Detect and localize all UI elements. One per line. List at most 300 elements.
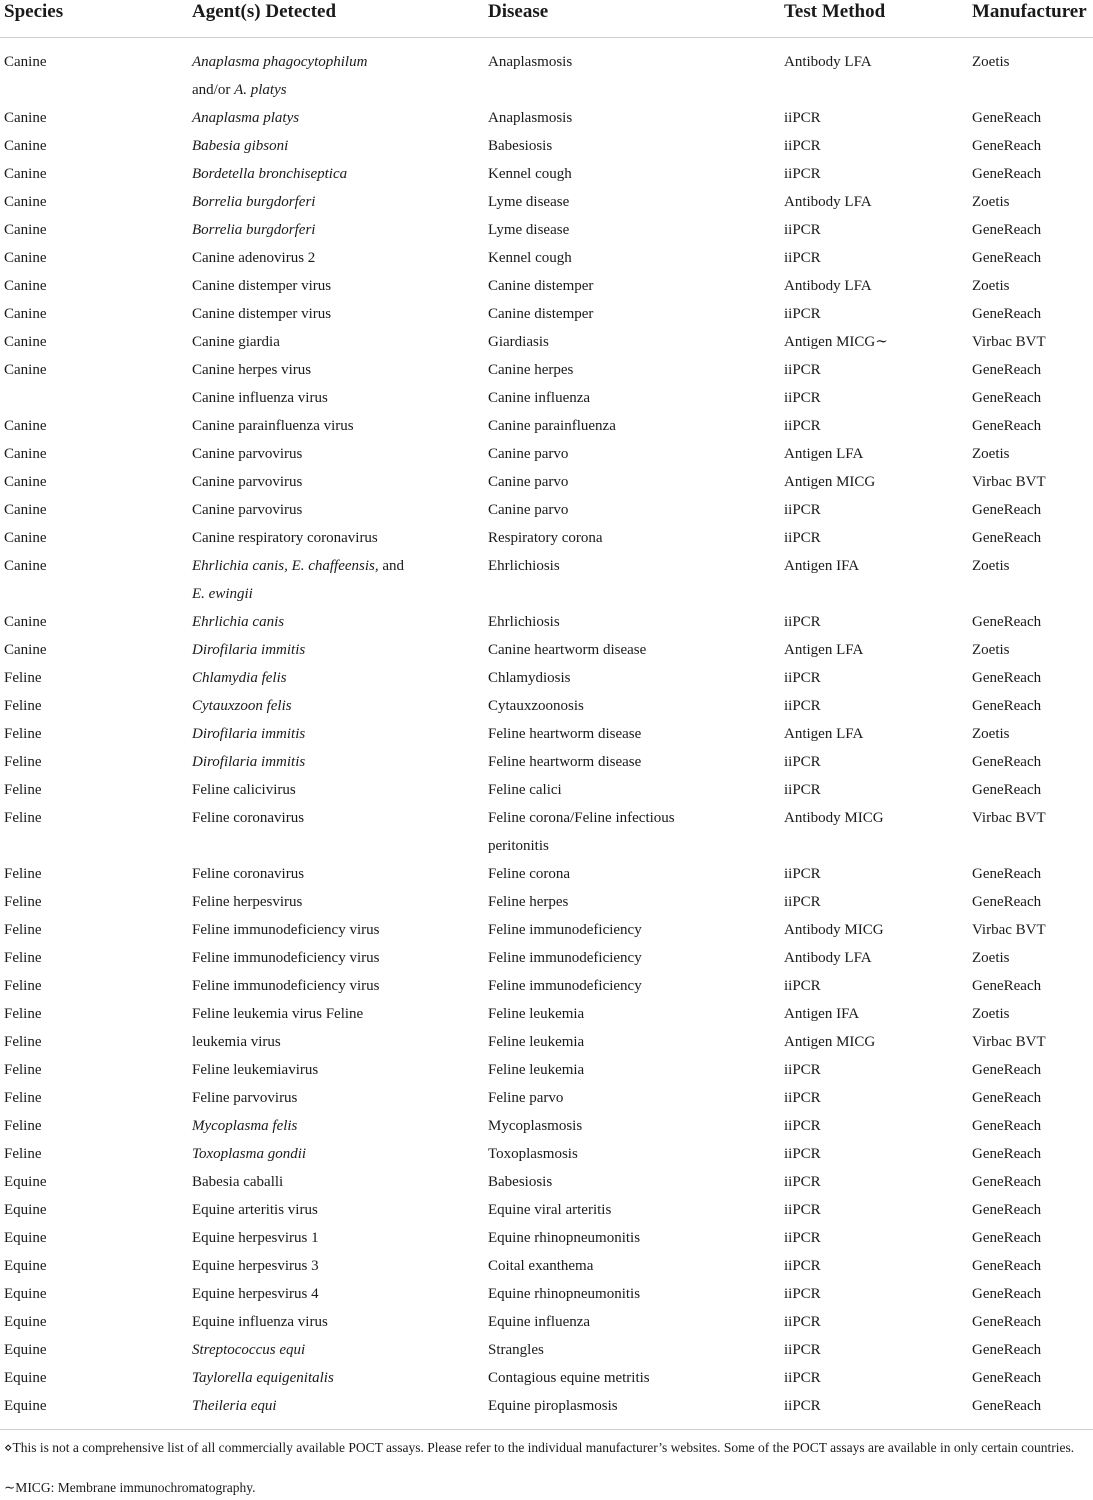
cell-agent bbox=[192, 1252, 319, 1280]
cell-agent bbox=[192, 636, 305, 664]
cell-test-method: Antigen MICG∼ bbox=[784, 334, 888, 350]
cell-manufacturer: Zoetis bbox=[972, 726, 1010, 742]
agent-name: Equine herpesvirus 4 bbox=[192, 1286, 319, 1302]
agent-name: Canine respiratory coronavirus bbox=[192, 530, 378, 546]
cell-manufacturer: Zoetis bbox=[972, 278, 1010, 294]
cell-species: Feline bbox=[4, 754, 42, 770]
table-row bbox=[0, 328, 1093, 356]
disease-name: Canine parainfluenza bbox=[488, 418, 616, 434]
cell-manufacturer: GeneReach bbox=[972, 390, 1042, 406]
cell-manufacturer: GeneReach bbox=[972, 698, 1042, 714]
agent-name: Feline immunodeficiency virus bbox=[192, 922, 380, 938]
disease-name: Feline immunodeficiency bbox=[488, 978, 642, 994]
disease-name: Canine influenza bbox=[488, 390, 591, 406]
disease-name: Lyme disease bbox=[488, 194, 570, 210]
cell-disease bbox=[488, 1084, 563, 1112]
cell-species: Canine bbox=[4, 502, 47, 518]
cell-manufacturer: GeneReach bbox=[972, 1062, 1042, 1078]
agent-name-line2: E. ewingii bbox=[192, 586, 253, 602]
cell-species: Canine bbox=[4, 278, 47, 294]
cell-manufacturer: Zoetis bbox=[972, 194, 1010, 210]
table-row bbox=[0, 1028, 1093, 1056]
agent-name: Chlamydia felis bbox=[192, 670, 287, 686]
cell-species: Canine bbox=[4, 194, 47, 210]
table-row bbox=[0, 636, 1093, 664]
cell-disease bbox=[488, 972, 642, 1000]
cell-test-method: iiPCR bbox=[784, 1062, 821, 1078]
table-row bbox=[0, 1224, 1093, 1252]
cell-disease bbox=[488, 272, 593, 300]
cell-agent bbox=[192, 384, 328, 412]
cell-disease bbox=[488, 748, 641, 776]
cell-test-method: Antigen LFA bbox=[784, 642, 864, 658]
table-row bbox=[0, 1336, 1093, 1364]
cell-test-method: iiPCR bbox=[784, 866, 821, 882]
cell-disease bbox=[488, 496, 568, 524]
footnote-micg: ∼MICG: Membrane immunochromatography. bbox=[4, 1480, 256, 1495]
cell-agent bbox=[192, 1084, 297, 1112]
cell-test-method: iiPCR bbox=[784, 670, 821, 686]
cell-agent bbox=[192, 1308, 328, 1336]
table-row bbox=[0, 272, 1093, 300]
table-row bbox=[0, 1140, 1093, 1168]
cell-species: Equine bbox=[4, 1370, 47, 1386]
cell-agent bbox=[192, 272, 331, 300]
cell-manufacturer: GeneReach bbox=[972, 1202, 1042, 1218]
table-row bbox=[0, 412, 1093, 440]
header-agents: Agent(s) Detected bbox=[192, 1, 337, 22]
cell-species: Feline bbox=[4, 810, 42, 826]
footnote-comprehensive: ⋄This is not a comprehensive list of all commercially available POCT assays. Please refer to the individual manufacturer’s websites. Some of the POCT assays are available in only certain countries. bbox=[4, 1440, 1075, 1455]
cell-disease bbox=[488, 1196, 611, 1224]
cell-species: Equine bbox=[4, 1258, 47, 1274]
cell-manufacturer: Zoetis bbox=[972, 558, 1010, 574]
cell-species: Equine bbox=[4, 1342, 47, 1358]
agent-suffix: and bbox=[378, 558, 405, 574]
agent-name: Canine giardia bbox=[192, 334, 280, 350]
cell-species: Equine bbox=[4, 1314, 47, 1330]
cell-disease bbox=[488, 944, 642, 972]
cell-manufacturer: GeneReach bbox=[972, 1286, 1042, 1302]
agent-name: Toxoplasma gondii bbox=[192, 1146, 307, 1162]
disease-name: Equine rhinopneumonitis bbox=[488, 1286, 641, 1302]
table-row bbox=[0, 888, 1093, 916]
disease-name: Contagious equine metritis bbox=[488, 1370, 650, 1386]
cell-agent bbox=[192, 1112, 297, 1140]
cell-agent bbox=[192, 300, 331, 328]
cell-agent bbox=[192, 1028, 281, 1056]
table-row bbox=[0, 244, 1093, 272]
agent-name: Cytauxzoon felis bbox=[192, 698, 292, 714]
cell-agent bbox=[192, 608, 284, 636]
table-row bbox=[0, 1392, 1093, 1420]
cell-manufacturer: Virbac BVT bbox=[972, 474, 1046, 490]
cell-species: Canine bbox=[4, 334, 47, 350]
cell-agent bbox=[192, 328, 280, 356]
table-row bbox=[0, 1112, 1093, 1140]
cell-species: Canine bbox=[4, 642, 47, 658]
agent-name: Anaplasma platys bbox=[192, 110, 300, 126]
cell-test-method: iiPCR bbox=[784, 1146, 821, 1162]
cell-species: Feline bbox=[4, 1118, 42, 1134]
cell-disease bbox=[488, 188, 569, 216]
disease-name: Lyme disease bbox=[488, 222, 570, 238]
cell-test-method: iiPCR bbox=[784, 1314, 821, 1330]
cell-test-method: iiPCR bbox=[784, 754, 821, 770]
cell-test-method: Antibody MICG bbox=[784, 922, 884, 938]
cell-species: Canine bbox=[4, 110, 47, 126]
agent-name: Canine parainfluenza virus bbox=[192, 418, 354, 434]
header-test-method: Test Method bbox=[784, 1, 886, 22]
cell-disease bbox=[488, 888, 568, 916]
table-row bbox=[0, 664, 1093, 692]
cell-test-method: iiPCR bbox=[784, 390, 821, 406]
agent-name: Ehrlichia canis bbox=[192, 614, 285, 630]
table-row bbox=[0, 1000, 1093, 1028]
table-bottom-rule bbox=[0, 1429, 1093, 1430]
cell-test-method: iiPCR bbox=[784, 1342, 821, 1358]
cell-manufacturer: GeneReach bbox=[972, 754, 1042, 770]
cell-test-method: iiPCR bbox=[784, 1370, 821, 1386]
agent-name: Canine parvovirus bbox=[192, 446, 303, 462]
cell-manufacturer: GeneReach bbox=[972, 1118, 1042, 1134]
cell-test-method: Antibody LFA bbox=[784, 278, 872, 294]
cell-manufacturer: GeneReach bbox=[972, 1146, 1042, 1162]
cell-disease bbox=[488, 356, 573, 384]
cell-species: Canine bbox=[4, 558, 47, 574]
table-row bbox=[0, 916, 1093, 944]
cell-agent bbox=[192, 804, 304, 832]
cell-agent bbox=[192, 552, 404, 608]
agent-name: Feline coronavirus bbox=[192, 866, 305, 882]
cell-species: Feline bbox=[4, 922, 42, 938]
cell-agent bbox=[192, 524, 378, 552]
disease-name: Equine influenza bbox=[488, 1314, 591, 1330]
cell-species: Equine bbox=[4, 1230, 47, 1246]
cell-test-method: iiPCR bbox=[784, 166, 821, 182]
cell-agent bbox=[192, 104, 299, 132]
disease-name: Feline immunodeficiency bbox=[488, 922, 642, 938]
agent-name: Canine parvovirus bbox=[192, 502, 303, 518]
cell-disease bbox=[488, 664, 571, 692]
cell-disease bbox=[488, 216, 569, 244]
table-row bbox=[0, 356, 1093, 384]
agent-name: Taylorella equigenitalis bbox=[192, 1370, 334, 1386]
cell-agent bbox=[192, 1056, 318, 1084]
cell-agent bbox=[192, 692, 292, 720]
cell-species: Equine bbox=[4, 1398, 47, 1414]
cell-agent bbox=[192, 860, 304, 888]
cell-disease bbox=[488, 160, 572, 188]
cell-manufacturer: Zoetis bbox=[972, 446, 1010, 462]
cell-disease bbox=[488, 244, 572, 272]
table-row bbox=[0, 608, 1093, 636]
cell-test-method: iiPCR bbox=[784, 1118, 821, 1134]
table-row bbox=[0, 468, 1093, 496]
cell-test-method: Antigen IFA bbox=[784, 558, 860, 574]
table-row bbox=[0, 1084, 1093, 1112]
cell-manufacturer: GeneReach bbox=[972, 222, 1042, 238]
table-row bbox=[0, 48, 1093, 104]
cell-test-method: iiPCR bbox=[784, 418, 821, 434]
cell-species: Feline bbox=[4, 894, 42, 910]
table-row bbox=[0, 440, 1093, 468]
cell-manufacturer: GeneReach bbox=[972, 1090, 1042, 1106]
cell-disease bbox=[488, 1336, 544, 1364]
agent-name: Equine influenza virus bbox=[192, 1314, 328, 1330]
cell-agent bbox=[192, 132, 288, 160]
cell-disease bbox=[488, 1252, 593, 1280]
cell-manufacturer: GeneReach bbox=[972, 1398, 1042, 1414]
cell-manufacturer: GeneReach bbox=[972, 1174, 1042, 1190]
cell-disease bbox=[488, 1364, 650, 1392]
agent-name: Anaplasma phagocytophilum bbox=[192, 54, 368, 70]
cell-disease bbox=[488, 1224, 640, 1252]
table-row bbox=[0, 776, 1093, 804]
disease-name: Canine distemper bbox=[488, 278, 594, 294]
cell-agent bbox=[192, 1280, 319, 1308]
cell-species: Equine bbox=[4, 1286, 47, 1302]
cell-species: Canine bbox=[4, 222, 47, 238]
table-row bbox=[0, 1168, 1093, 1196]
cell-manufacturer: Virbac BVT bbox=[972, 334, 1046, 350]
table-row bbox=[0, 188, 1093, 216]
cell-test-method: iiPCR bbox=[784, 530, 821, 546]
table-row bbox=[0, 300, 1093, 328]
cell-test-method: iiPCR bbox=[784, 614, 821, 630]
cell-agent bbox=[192, 888, 302, 916]
cell-agent bbox=[192, 188, 315, 216]
cell-manufacturer: GeneReach bbox=[972, 1230, 1042, 1246]
table-row bbox=[0, 132, 1093, 160]
cell-manufacturer: Zoetis bbox=[972, 950, 1010, 966]
cell-agent bbox=[192, 748, 305, 776]
agent-name-italic-part: A. platys bbox=[234, 82, 287, 98]
agent-name: Feline calicivirus bbox=[192, 782, 296, 798]
cell-disease bbox=[488, 1112, 582, 1140]
table-row bbox=[0, 1308, 1093, 1336]
cell-species: Feline bbox=[4, 1034, 42, 1050]
disease-name: Feline corona bbox=[488, 866, 571, 882]
cell-test-method: iiPCR bbox=[784, 306, 821, 322]
cell-disease bbox=[488, 48, 572, 76]
agent-name: Feline immunodeficiency virus bbox=[192, 978, 380, 994]
table-header bbox=[0, 0, 1093, 38]
table-row bbox=[0, 720, 1093, 748]
disease-name: Anaplasmosis bbox=[488, 54, 573, 70]
cell-agent bbox=[192, 440, 302, 468]
cell-species: Feline bbox=[4, 866, 42, 882]
cell-test-method: iiPCR bbox=[784, 362, 821, 378]
cell-manufacturer: GeneReach bbox=[972, 530, 1042, 546]
disease-name: Equine piroplasmosis bbox=[488, 1398, 618, 1414]
cell-disease bbox=[488, 524, 603, 552]
cell-agent bbox=[192, 944, 379, 972]
cell-test-method: Antigen MICG bbox=[784, 1034, 876, 1050]
agent-name: Canine parvovirus bbox=[192, 474, 303, 490]
cell-test-method: iiPCR bbox=[784, 1202, 821, 1218]
cell-species: Feline bbox=[4, 1006, 42, 1022]
cell-manufacturer: Virbac BVT bbox=[972, 810, 1046, 826]
header-manufacturer: Manufacturer bbox=[972, 1, 1087, 22]
cell-species: Canine bbox=[4, 418, 47, 434]
cell-agent bbox=[192, 244, 315, 272]
agent-name: Feline herpesvirus bbox=[192, 894, 303, 910]
cell-manufacturer: GeneReach bbox=[972, 1258, 1042, 1274]
cell-agent bbox=[192, 160, 347, 188]
disease-name: Canine parvo bbox=[488, 502, 569, 518]
cell-manufacturer: GeneReach bbox=[972, 1342, 1042, 1358]
cell-species: Canine bbox=[4, 530, 47, 546]
disease-name: Feline heartworm disease bbox=[488, 754, 642, 770]
table-row bbox=[0, 1252, 1093, 1280]
table-row bbox=[0, 216, 1093, 244]
disease-name: Feline herpes bbox=[488, 894, 569, 910]
cell-manufacturer: GeneReach bbox=[972, 502, 1042, 518]
agent-name-line2: and/or A. platys bbox=[192, 82, 287, 98]
agent-name: Mycoplasma felis bbox=[192, 1118, 298, 1134]
cell-disease bbox=[488, 1392, 618, 1420]
cell-agent bbox=[192, 1000, 363, 1028]
disease-name: Strangles bbox=[488, 1342, 544, 1358]
cell-agent bbox=[192, 916, 379, 944]
cell-disease bbox=[488, 300, 593, 328]
cell-agent bbox=[192, 1140, 306, 1168]
disease-name: Equine rhinopneumonitis bbox=[488, 1230, 641, 1246]
table-row bbox=[0, 944, 1093, 972]
cell-test-method: Antibody LFA bbox=[784, 194, 872, 210]
table-row bbox=[0, 1056, 1093, 1084]
cell-disease bbox=[488, 1168, 552, 1196]
cell-disease bbox=[488, 1140, 578, 1168]
cell-species: Equine bbox=[4, 1174, 47, 1190]
cell-manufacturer: GeneReach bbox=[972, 166, 1042, 182]
cell-agent bbox=[192, 1336, 305, 1364]
cell-species: Feline bbox=[4, 1062, 42, 1078]
cell-species: Canine bbox=[4, 474, 47, 490]
agent-name: Feline coronavirus bbox=[192, 810, 305, 826]
cell-disease bbox=[488, 608, 560, 636]
cell-manufacturer: GeneReach bbox=[972, 894, 1042, 910]
agent-name: Feline leukemiavirus bbox=[192, 1062, 319, 1078]
disease-name: Mycoplasmosis bbox=[488, 1118, 583, 1134]
table-row bbox=[0, 860, 1093, 888]
cell-test-method: Antigen MICG bbox=[784, 474, 876, 490]
disease-name: Feline heartworm disease bbox=[488, 726, 642, 742]
agent-name: Feline parvovirus bbox=[192, 1090, 298, 1106]
cell-manufacturer: GeneReach bbox=[972, 110, 1042, 126]
table-row bbox=[0, 804, 1093, 860]
cell-agent bbox=[192, 48, 367, 104]
cell-test-method: iiPCR bbox=[784, 978, 821, 994]
agent-name: Babesia caballi bbox=[192, 1174, 284, 1190]
cell-manufacturer: GeneReach bbox=[972, 670, 1042, 686]
disease-name: Ehrlichiosis bbox=[488, 558, 560, 574]
cell-test-method: iiPCR bbox=[784, 222, 821, 238]
cell-disease bbox=[488, 1280, 640, 1308]
disease-name: Feline leukemia bbox=[488, 1006, 585, 1022]
agent-name: Feline leukemia virus Feline bbox=[192, 1006, 364, 1022]
cell-disease bbox=[488, 104, 572, 132]
disease-name: Chlamydiosis bbox=[488, 670, 571, 686]
table-row bbox=[0, 552, 1093, 608]
disease-name: Feline immunodeficiency bbox=[488, 950, 642, 966]
cell-disease bbox=[488, 1308, 590, 1336]
cell-test-method: iiPCR bbox=[784, 1258, 821, 1274]
disease-name: Feline leukemia bbox=[488, 1062, 585, 1078]
cell-manufacturer: Virbac BVT bbox=[972, 1034, 1046, 1050]
table-row bbox=[0, 384, 1093, 412]
cell-species: Canine bbox=[4, 446, 47, 462]
header-disease: Disease bbox=[488, 1, 549, 22]
cell-disease bbox=[488, 1056, 584, 1084]
cell-agent bbox=[192, 972, 379, 1000]
disease-name: Feline calici bbox=[488, 782, 562, 798]
cell-agent bbox=[192, 216, 315, 244]
agent-name: Babesia gibsoni bbox=[192, 138, 289, 154]
agent-name: Borrelia burgdorferi bbox=[192, 194, 316, 210]
cell-species: Feline bbox=[4, 1146, 42, 1162]
cell-manufacturer: GeneReach bbox=[972, 1370, 1042, 1386]
cell-species: Canine bbox=[4, 306, 47, 322]
disease-name: Feline parvo bbox=[488, 1090, 564, 1106]
cell-test-method: iiPCR bbox=[784, 1090, 821, 1106]
cell-manufacturer: GeneReach bbox=[972, 978, 1042, 994]
disease-name: Canine heartworm disease bbox=[488, 642, 647, 658]
table-row bbox=[0, 692, 1093, 720]
table-row bbox=[0, 160, 1093, 188]
cell-disease bbox=[488, 1028, 584, 1056]
agent-name: Streptococcus equi bbox=[192, 1342, 306, 1358]
cell-manufacturer: Virbac BVT bbox=[972, 922, 1046, 938]
agent-name: Canine adenovirus 2 bbox=[192, 250, 316, 266]
cell-test-method: iiPCR bbox=[784, 502, 821, 518]
cell-disease bbox=[488, 916, 642, 944]
cell-species: Feline bbox=[4, 1090, 42, 1106]
disease-name: Respiratory corona bbox=[488, 530, 603, 546]
cell-manufacturer: GeneReach bbox=[972, 782, 1042, 798]
disease-name: Canine parvo bbox=[488, 474, 569, 490]
agent-name: leukemia virus bbox=[192, 1034, 281, 1050]
cell-manufacturer: GeneReach bbox=[972, 418, 1042, 434]
cell-species: Feline bbox=[4, 670, 42, 686]
cell-species: Feline bbox=[4, 950, 42, 966]
agent-name: Canine distemper virus bbox=[192, 306, 332, 322]
agent-name: Canine influenza virus bbox=[192, 390, 328, 406]
disease-name-line2: peritonitis bbox=[488, 838, 549, 854]
cell-species: Canine bbox=[4, 250, 47, 266]
agent-name: Borrelia burgdorferi bbox=[192, 222, 316, 238]
agent-name: Equine arteritis virus bbox=[192, 1202, 318, 1218]
disease-name: Cytauxzoonosis bbox=[488, 698, 584, 714]
disease-name: Babesiosis bbox=[488, 138, 553, 154]
cell-disease bbox=[488, 1000, 584, 1028]
cell-agent bbox=[192, 496, 302, 524]
cell-disease bbox=[488, 860, 570, 888]
disease-name: Feline leukemia bbox=[488, 1034, 585, 1050]
table-row bbox=[0, 748, 1093, 776]
cell-disease bbox=[488, 440, 568, 468]
disease-name: Coital exanthema bbox=[488, 1258, 594, 1274]
cell-manufacturer: GeneReach bbox=[972, 614, 1042, 630]
cell-manufacturer: Zoetis bbox=[972, 54, 1010, 70]
cell-test-method: Antigen LFA bbox=[784, 726, 864, 742]
cell-agent bbox=[192, 1224, 319, 1252]
cell-manufacturer: Zoetis bbox=[972, 642, 1010, 658]
agent-name: Canine herpes virus bbox=[192, 362, 312, 378]
cell-species: Feline bbox=[4, 698, 42, 714]
cell-species: Canine bbox=[4, 138, 47, 154]
